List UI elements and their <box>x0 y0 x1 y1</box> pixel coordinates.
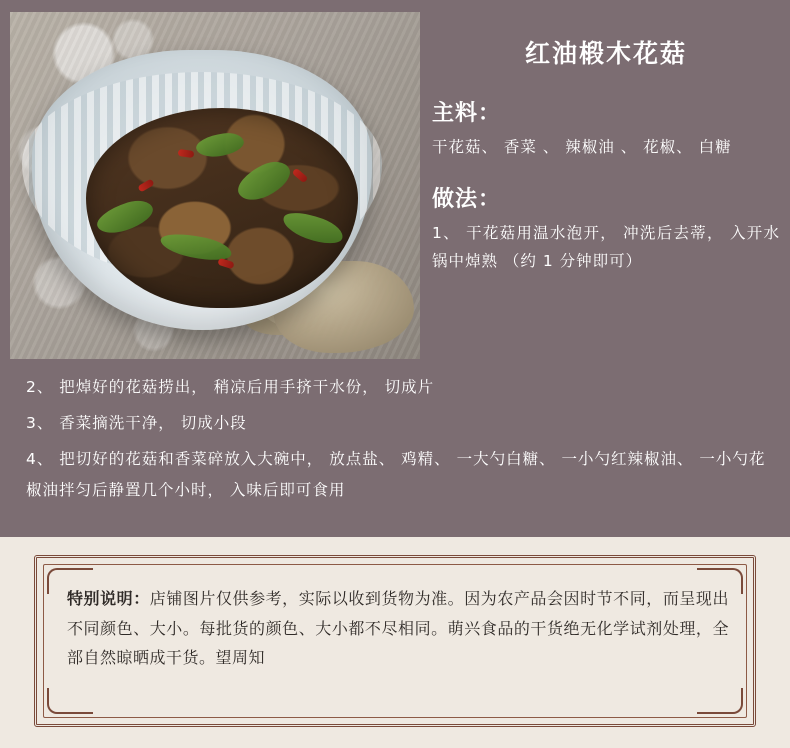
method-step-2: 2、 把焯好的花菇捞出， 稍凉后用手挤干水份， 切成片 <box>26 378 435 396</box>
method-steps-wide <box>26 372 768 511</box>
notice-box <box>34 555 756 727</box>
notice-body: 店铺图片仅供参考，实际以收到货物为准。因为农产品会因时节不同，而呈现出不同颜色、大小。每批货的颜色、大小都不尽相同。萌兴食品的干货绝无化学试剂处理，全部自然晾晒成干货。望周知 <box>67 589 729 668</box>
ingredients-list: 干花菇、 香菜 、 辣椒油 、 花椒、 白糖 <box>432 138 732 156</box>
notice-text <box>67 584 729 673</box>
chili-flake-icon <box>137 178 154 192</box>
cilantro-leaf-icon <box>280 206 346 250</box>
notice-label: 特别说明： <box>67 589 150 608</box>
method-step-1: 1、 干花菇用温水泡开， 冲洗后去蒂， 入开水锅中焯熟 （约 1 分钟即可） <box>432 223 780 271</box>
cilantro-leaf-icon <box>195 131 246 159</box>
chili-flake-icon <box>217 258 234 270</box>
ingredients-heading: 主料： <box>432 101 502 126</box>
ornament-corner-icon <box>697 688 743 714</box>
dish-title: 红油椴木花菇 <box>524 39 687 68</box>
method-step-4: 4、 把切好的花菇和香菜碎放入大碗中， 放点盐、 鸡精、 一大勺白糖、 一小勺红辣椒油、 一小勺花椒油拌匀后静置几个小时， 入味后即可食用 <box>26 449 766 500</box>
ornament-corner-icon <box>47 688 93 714</box>
cilantro-leaf-icon <box>93 196 156 239</box>
recipe-text-column <box>432 34 780 276</box>
chili-flake-icon <box>292 168 309 184</box>
method-heading: 做法： <box>432 186 502 212</box>
chili-flake-icon <box>178 149 195 158</box>
dish-photo <box>10 12 420 359</box>
cilantro-leaf-icon <box>232 155 295 207</box>
method-step-3: 3、 香菜摘洗干净， 切成小段 <box>26 413 247 432</box>
notice-section <box>0 537 790 748</box>
mushroom-salad <box>86 108 358 308</box>
